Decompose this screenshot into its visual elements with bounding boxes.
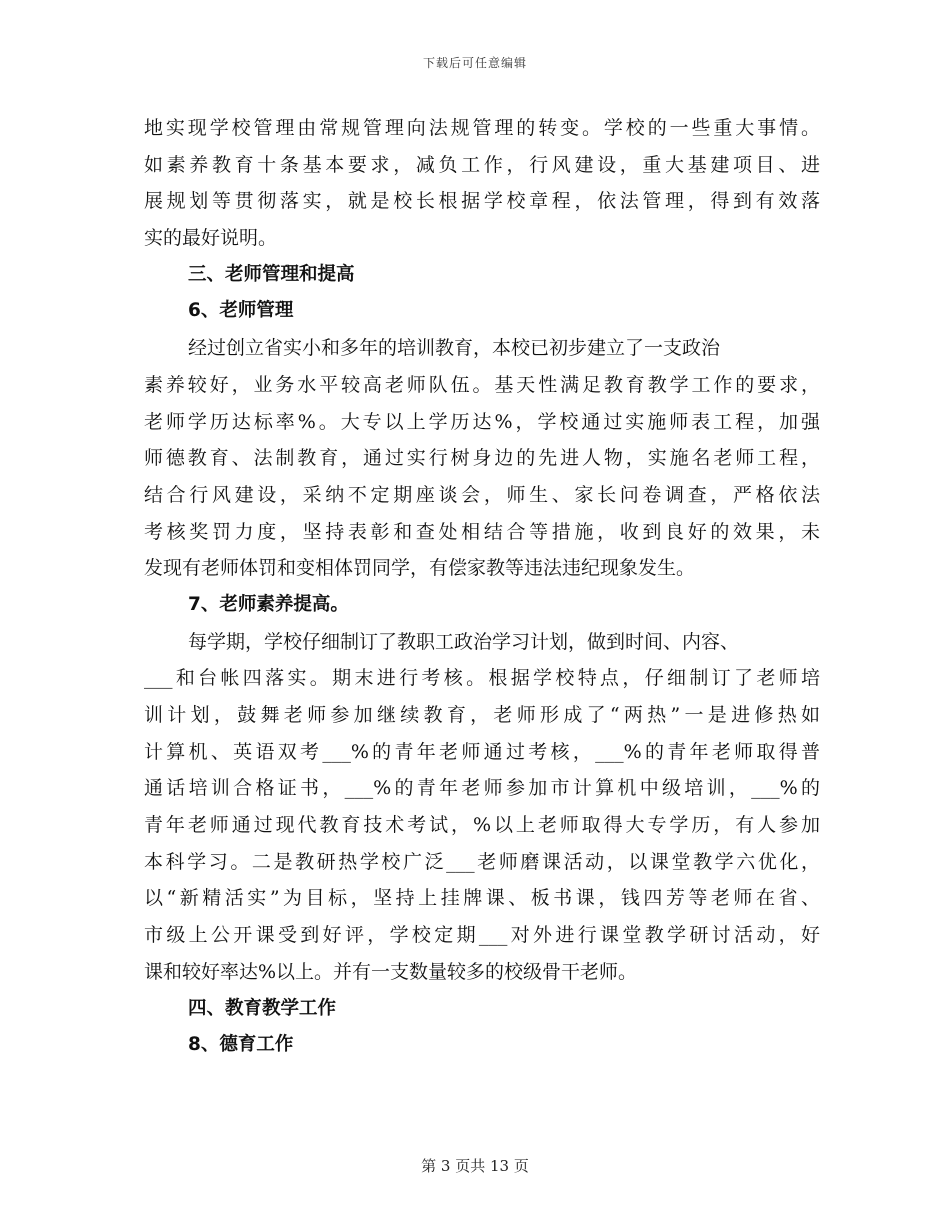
text-line: 地实现学校管理由常规管理向法规管理的转变。学校的一些重大事情。 <box>144 117 820 139</box>
text-line: 市级上公开课受到好评，学校定期___对外进行课堂教学研讨活动，好 <box>144 924 820 947</box>
text-line: 实的最好说明。 <box>144 227 278 250</box>
section-heading: 四、教育教学工作 <box>188 997 337 1019</box>
section-heading: 8、德育工作 <box>188 1034 294 1056</box>
text-line: 经过创立省实小和多年的培训教育，本校已初步建立了一支政治 <box>188 337 721 360</box>
text-line: 课和较好率达%以上。并有一支数量较多的校级骨干老师。 <box>144 960 638 983</box>
text-line: 通话培训合格证书，___%的青年老师参加市计算机中级培训，___%的 <box>144 777 820 800</box>
text-line: 考核奖罚力度，坚持表彰和查处相结合等措施，收到良好的效果，未 <box>144 520 820 543</box>
text-line: 计算机、英语双考___%的青年老师通过考核，___%的青年老师取得普 <box>144 740 820 763</box>
text-line: 青年老师通过现代教育技术考试，%以上老师取得大专学历，有人参加 <box>144 814 820 837</box>
text-line: 展规划等贯彻落实，就是校长根据学校章程，依法管理，得到有效落 <box>144 190 820 213</box>
text-line: 发现有老师体罚和变相体罚同学，有偿家教等违法违纪现象发生。 <box>144 557 696 580</box>
page-header: 下载后可任意编辑 <box>422 56 527 70</box>
text-line: 本科学习。二是教研热学校广泛___老师磨课活动，以课堂教学六优化， <box>144 850 820 873</box>
text-line: ___和台帐四落实。期末进行考核。根据学校特点，仔细制订了老师培 <box>144 667 820 690</box>
section-heading: 6、老师管理 <box>188 300 294 322</box>
text-line: 素养较好，业务水平较高老师队伍。基天性满足教育教学工作的要求， <box>144 373 820 396</box>
text-line: 每学期，学校仔细制订了教职工政治学习计划，做到时间、内容、 <box>188 630 740 653</box>
section-heading: 7、老师素养提高。 <box>188 593 349 615</box>
text-line: 老师学历达标率%。大专以上学历达%，学校通过实施师表工程，加强 <box>144 410 820 433</box>
page-number: 第 3 页共 13 页 <box>421 1157 529 1175</box>
section-heading: 三、老师管理和提高 <box>188 263 355 285</box>
text-line: 师德教育、法制教育，通过实行树身边的先进人物，实施名老师工程， <box>144 447 820 470</box>
document-body <box>144 110 820 1064</box>
text-line: 结合行风建设，采纳不定期座谈会，师生、家长问卷调查，严格依法 <box>144 483 820 506</box>
text-line: 如素养教育十条基本要求，减负工作，行风建设，重大基建项目、进 <box>144 153 820 176</box>
text-line: 以“新精活实”为目标，坚持上挂牌课、板书课，钱四芳等老师在省、 <box>144 887 820 910</box>
text-line: 训计划，鼓舞老师参加继续教育，老师形成了“两热”一是进修热如 <box>144 704 820 726</box>
